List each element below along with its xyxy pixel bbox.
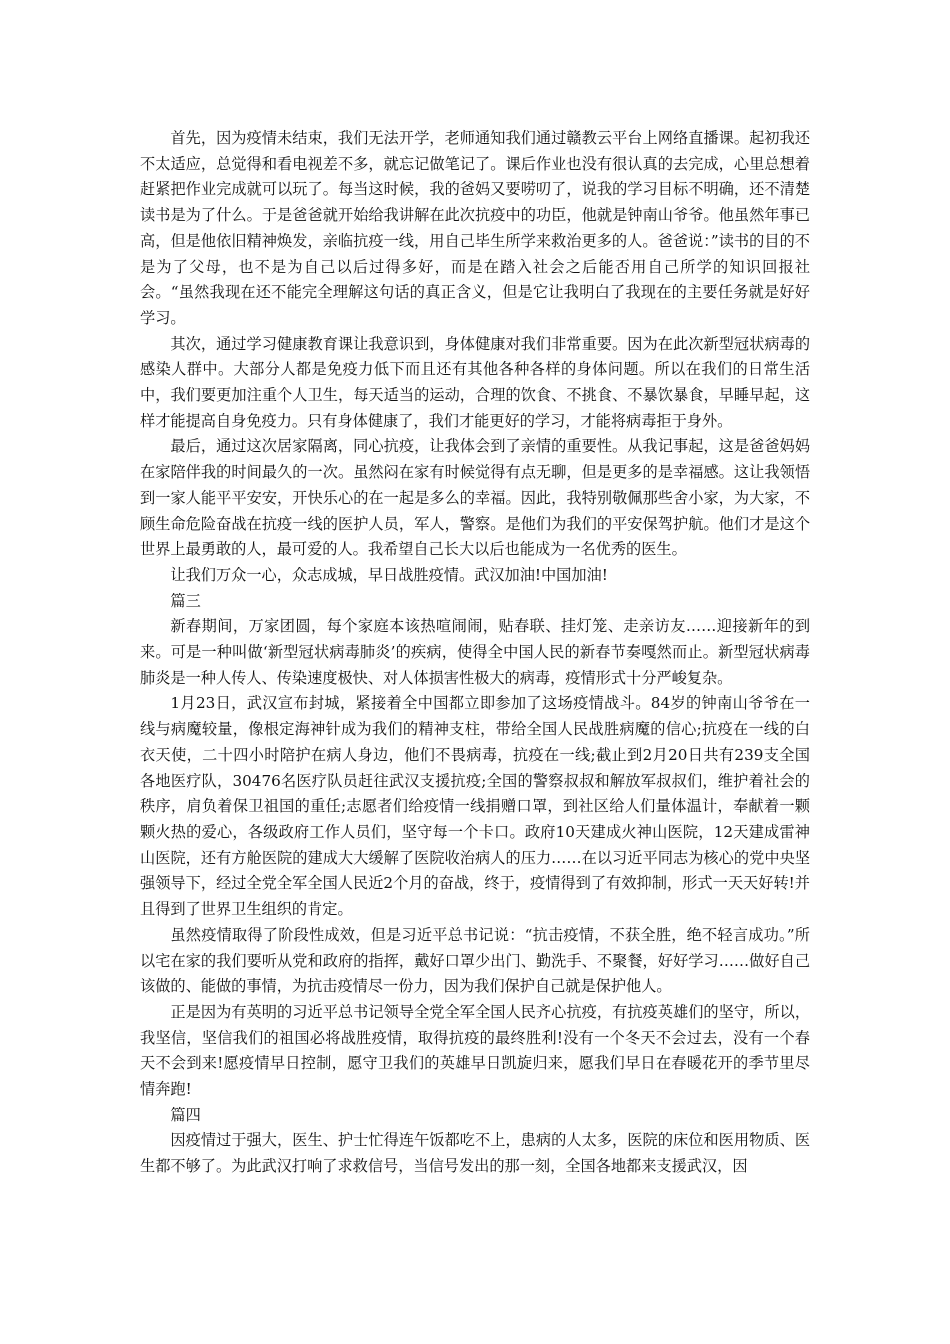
- paragraph-secondly: 其次，通过学习健康教育课让我意识到，身体健康对我们非常重要。因为在此次新型冠状病毒的感染人群中。大部分人都是免疫力低下而且还有其他各种各样的身体问题。所以在我们的日常生活中，我们要更加注重个人卫生，每天适当的运动，合理的饮食、不挑食、不暴饮暴食，早睡早起，这样才能提高自身免疫力。只有身体健康了，我们才能更好的学习，才能将病毒拒于身外。: [140, 334, 810, 430]
- paragraph-slogan: 让我们万众一心，众志成城，早日战胜疫情。武汉加油!中国加油!: [170, 565, 608, 584]
- paragraph-wuhan-lockdown: 1月23日，武汉宣布封城，紧接着全中国都立即参加了这场疫情战斗。84岁的钟南山爷爷在一线与病魔较量，像根定海神针成为我们的精神支柱，带给全国人民战胜病魔的信心;抗疫在一线的白衣天使，二十四小时陪护在病人身边，他们不畏病毒，抗疫在一线;截止到2月20日共有239支全国各地医疗队，30476名医疗队员赶往武汉支援抗疫;全国的警察叔叔和解放军叔叔们，维护着社会的秩序，肩负着保卫祖国的重任;志愿者们给疫情一线捐赠口罩，到社区给人们量体温计，奉献着一颗颗火热的爱心，各级政府工作人员们，坚守每一个卡口。政府10天建成火神山医院，12天建成雷神山医院，还有方舱医院的建成大大缓解了医院收治病人的压力……在以习近平同志为核心的党中央坚强领导下，经过全党全军全国人民近2个月的奋战，终于，疫情得到了有效抑制，形式一天天好转!并且得到了世界卫生组织的肯定。: [140, 694, 810, 919]
- paragraph-finally: 最后，通过这次居家隔离，同心抗疫，让我体会到了亲情的重要性。从我记事起，这是爸爸妈妈在家陪伴我的时间最久的一次。虽然闷在家有时候觉得有点无聊，但是更多的是幸福感。这让我领悟到一家人能平平安安，开快乐心的在一起是多么的幸福。因此，我特别敬佩那些舍小家，为大家，不顾生命危险奋战在抗疫一线的医护人员，军人，警察。是他们为我们的平安保驾护航。他们才是这个世界上最勇敢的人，最可爱的人。我希望自己长大以后也能成为一名优秀的医生。: [140, 437, 810, 559]
- paragraph-help-signal: 因疫情过于强大，医生、护士忙得连午饭都吃不上，患病的人太多，医院的床位和医用物质、医生都不够了。为此武汉打响了求救信号，当信号发出的那一刻，全国各地都来支援武汉，因: [140, 1131, 810, 1176]
- document-page: [140, 126, 810, 1180]
- paragraph-firstly: 首先，因为疫情未结束，我们无法开学，老师通知我们通过赣教云平台上网络直播课。起初我还不太适应，总觉得和看电视差不多，就忘记做笔记了。课后作业也没有很认真的去完成，心里总想着赶紧把作业完成就可以玩了。每当这时候，我的爸妈又要唠叨了，说我的学习目标不明确，还不清楚读书是为了什么。于是爸爸就开始给我讲解在此次抗疫中的功臣，他就是钟南山爷爷。他虽然年事已高，但是他依旧精神焕发，亲临抗疫一线，用自己毕生所学来救治更多的人。爸爸说：”读书的目的不是为了父母，也不是为自己以后过得多好，而是在踏入社会之后能否用自己所学的知识回报社会。“虽然我现在还不能完全理解这句话的真正含义，但是它让我明白了我现在的主要任务就是好好学习。: [140, 129, 810, 327]
- section-heading-three: 篇三: [170, 591, 201, 610]
- paragraph-belief: 正是因为有英明的习近平总书记领导全党全军全国人民齐心抗疫，有抗疫英雄们的坚守，所以，我坚信，坚信我们的祖国必将战胜疫情，取得抗疫的最终胜利!没有一个冬天不会过去，没有一个春天不会到来!愿疫情早日控制，愿守卫我们的英雄早日凯旋归来，愿我们早日在春暖花开的季节里尽情奔跑!: [140, 1002, 810, 1099]
- paragraph-staged-success: 虽然疫情取得了阶段性成效，但是习近平总书记说：“抗击疫情，不获全胜，绝不轻言成功。”所以宅在家的我们要听从党和政府的指挥，戴好口罩少出门、勤洗手、不聚餐，好好学习……做好自己该做的、能做的事情，为抗击疫情尽一份力，因为我们保护自己就是保护他人。: [140, 925, 810, 996]
- section-heading-four: 篇四: [170, 1105, 201, 1124]
- paragraph-spring-festival: 新春期间，万家团圆，每个家庭本该热喧闹闹，贴春联、挂灯笼、走亲访友……迎接新年的到来。可是一种叫做‘新型冠状病毒肺炎’的疾病，使得全中国人民的新春节奏嘎然而止。新型冠状病毒肺炎是一种人传人、传染速度极快、对人体损害性极大的病毒，疫情形式十分严峻复杂。: [140, 617, 810, 687]
